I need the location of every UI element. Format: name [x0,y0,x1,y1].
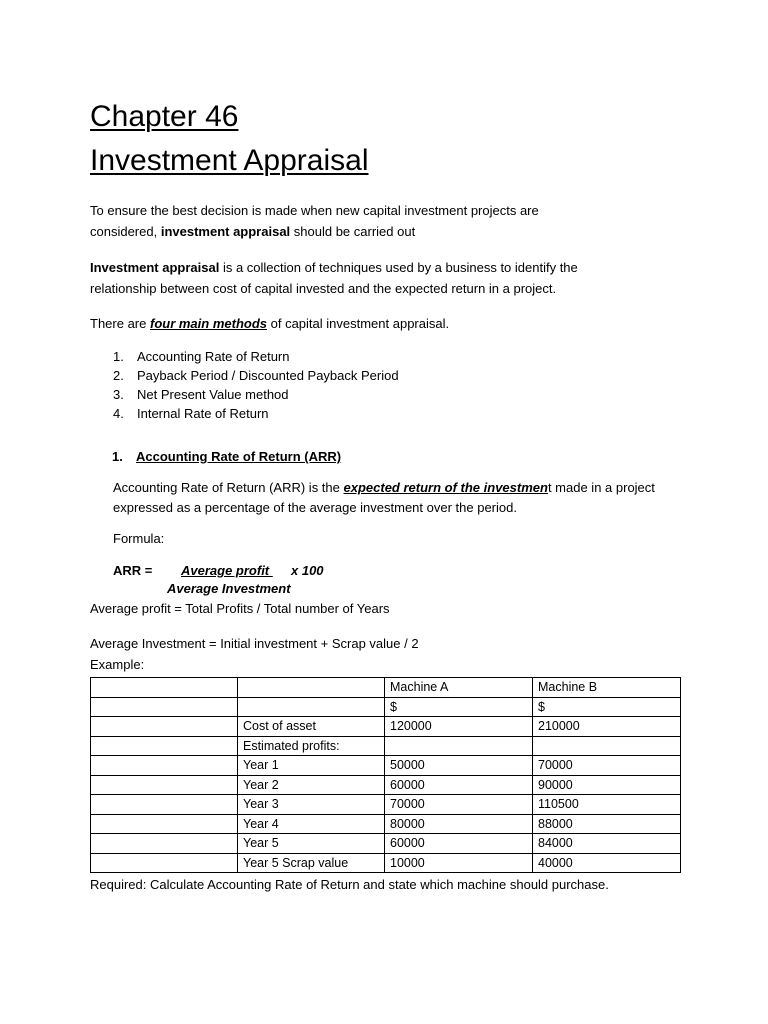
table-cell [91,853,238,873]
table-cell: 110500 [533,795,681,815]
section-title: Accounting Rate of Return (ARR) [136,449,342,464]
table-row [91,834,681,854]
arr-description-line-2: expressed as a percentage of the average investment over the period. [113,500,517,515]
table-row [91,678,681,698]
intro-line-2 [90,221,415,242]
table-row [91,795,681,815]
average-investment-formula: Average Investment = Initial investment + Scrap value / 2 [90,636,419,651]
methods-intro-text: There are [90,316,150,331]
table-cell: 90000 [533,775,681,795]
section-heading [112,447,341,467]
table-row [91,853,681,873]
section-number: 1. [112,449,123,464]
table-cell [91,678,238,698]
definition-line-2: relationship between cost of capital invested and the expected return in a project. [90,281,557,296]
table-cell: Cost of asset [238,717,385,737]
table-cell [91,717,238,737]
table-cell: Year 2 [238,775,385,795]
intro-text-end: should be carried out [290,224,416,239]
table-cell: 88000 [533,814,681,834]
list-number: 3. [113,387,124,402]
table-cell: Estimated profits: [238,736,385,756]
table-row [91,756,681,776]
table-cell [385,736,533,756]
table-cell: 210000 [533,717,681,737]
formula-label: Formula: [113,531,165,546]
example-label: Example: [90,657,145,672]
formula-lhs: ARR = [113,563,153,578]
table-cell: Year 4 [238,814,385,834]
table-cell [91,795,238,815]
formula-denominator: Average Investment [167,581,291,596]
list-label: Accounting Rate of Return [137,349,290,364]
arr-description-text: Accounting Rate of Return (ARR) is the [113,480,344,495]
table-cell [91,756,238,776]
methods-list [90,347,399,423]
table-cell: 84000 [533,834,681,854]
table-row [91,697,681,717]
arr-description-emphasis: expected return of the investmen [343,480,548,495]
average-profit-formula: Average profit = Total Profits / Total number of Years [90,601,390,616]
table-cell: 70000 [385,795,533,815]
table-cell [238,678,385,698]
intro-bold-term: investment appraisal [160,224,291,239]
table-cell [91,697,238,717]
required-instruction: Required: Calculate Accounting Rate of Return and state which machine should purchase. [90,877,609,892]
table-cell: 10000 [385,853,533,873]
list-number: 2. [113,368,124,383]
table-cell: 70000 [533,756,681,776]
methods-intro-emphasis: four main methods [149,316,267,331]
table-cell: 50000 [385,756,533,776]
table-cell [91,775,238,795]
list-label: Internal Rate of Return [137,406,269,421]
table-row [91,814,681,834]
table-body [91,678,681,873]
table-cell [91,814,238,834]
list-number: 4. [113,406,124,421]
table-cell: 80000 [385,814,533,834]
table-cell: 60000 [385,775,533,795]
table-cell: 120000 [385,717,533,737]
example-table [90,677,681,873]
methods-intro [90,313,449,334]
table-cell [533,736,681,756]
table-cell: Machine B [533,678,681,698]
chapter-title: Chapter 46 [90,100,239,133]
table-cell: 40000 [533,853,681,873]
table-cell: $ [385,697,533,717]
table-row [91,775,681,795]
list-item [90,404,399,423]
definition-term: Investment appraisal [90,260,220,275]
definition-line-1 [90,257,578,278]
formula-multiplier: x 100 [291,563,324,578]
formula-numerator: Average profit [181,563,273,578]
list-label: Payback Period / Discounted Payback Period [137,368,399,383]
page-title: Investment Appraisal [90,144,369,177]
intro-text: considered, [90,224,161,239]
table-row [91,736,681,756]
definition-text: is a collection of techniques used by a business to identify the [219,260,578,275]
arr-description-text-end: t made in a project [547,480,655,495]
table-cell: 60000 [385,834,533,854]
table-cell [238,697,385,717]
table-row [91,717,681,737]
table-cell: Machine A [385,678,533,698]
methods-intro-text-end: of capital investment appraisal. [267,316,450,331]
table-cell [91,834,238,854]
table-cell: Year 3 [238,795,385,815]
list-item [90,366,399,385]
table-cell: Year 1 [238,756,385,776]
table-cell: Year 5 Scrap value [238,853,385,873]
list-item [90,347,399,366]
table-cell: $ [533,697,681,717]
list-item [90,385,399,404]
table-cell [91,736,238,756]
intro-line-1: To ensure the best decision is made when new capital investment projects are [90,203,539,218]
arr-description-line-1 [113,477,655,498]
list-label: Net Present Value method [137,387,289,402]
table-cell: Year 5 [238,834,385,854]
list-number: 1. [113,349,124,364]
